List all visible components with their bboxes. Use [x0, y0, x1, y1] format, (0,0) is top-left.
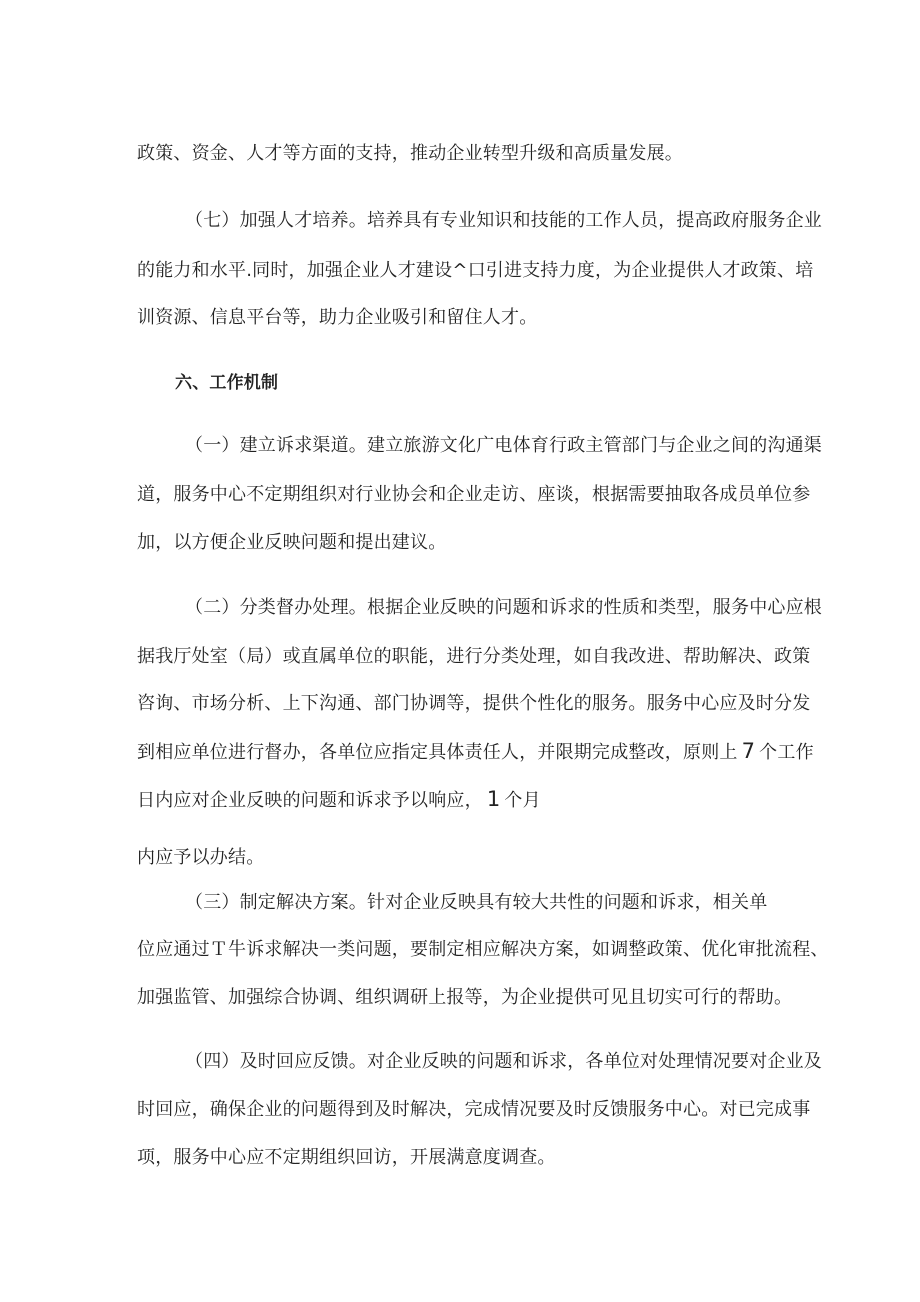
paragraph-line: 加强监管、加强综合协调、组织调研上报等，为企业提供可见且切实可行的帮助。	[137, 987, 793, 1008]
paragraph-line: 的能力和水平.同时，加强企业人才建设^口引进支持力度，为企业提供人才政策、培	[137, 260, 814, 281]
section-heading: 六、工作机制	[175, 373, 279, 393]
paragraph-line: 时回应，确保企业的问题得到及时解决，完成情况要及时反馈服务中心。对已完成事	[137, 1099, 811, 1120]
paragraph-line: 位应通过Ｔ牛诉求解决一类问题，要制定相应解决方案，如调整政策、优化审批流程、	[137, 939, 829, 960]
paragraph-line: 加，以方便企业反映问题和提出建议。	[137, 532, 447, 553]
paragraph-line: 内应予以办结。	[137, 847, 265, 868]
paragraph-line: 道，服务中心不定期组织对行业协会和企业走访、座谈，根据需要抽取各成员单位参	[137, 484, 811, 505]
paragraph-text: 个月	[504, 790, 541, 811]
paragraph-line: （二）分类督办处理。根据企业反映的问题和诉求的性质和类型，服务中心应根	[185, 597, 822, 618]
paragraph-line	[137, 739, 814, 765]
paragraph-line: （三）制定解决方案。针对企业反映具有较大共性的问题和诉求，相关单	[185, 892, 768, 913]
paragraph-text: 个工作	[759, 742, 814, 763]
paragraph-line: 政策、资金、人才等方面的支持，推动企业转型升级和高质量发展。	[137, 143, 683, 164]
paragraph-line: （七）加强人才培养。培养具有专业知识和技能的工作人员，提高政府服务企业	[185, 210, 822, 231]
paragraph-line: 据我厅处室（局）或直属单位的职能，进行分类处理，如自我改进、帮助解决、政策	[137, 646, 811, 667]
month-count: 1	[486, 787, 501, 811]
paragraph-line: （四）及时回应反馈。对企业反映的问题和诉求，各单位对处理情况要对企业及	[185, 1051, 822, 1072]
paragraph-line: 咨询、市场分析、上下沟通、部门协调等，提供个性化的服务。服务中心应及时分发	[137, 693, 811, 714]
day-count: 7	[741, 739, 756, 763]
paragraph-line: （一）建立诉求渠道。建立旅游文化广电体育行政主管部门与企业之间的沟通渠	[185, 435, 822, 456]
paragraph-line: 训资源、信息平台等，助力企业吸引和留住人才。	[137, 307, 538, 328]
paragraph-text: 日内应对企业反映的问题和诉求予以响应，	[137, 790, 483, 811]
paragraph-line	[137, 787, 541, 813]
paragraph-text: 到相应单位进行督办，各单位应指定具体责任人，并限期完成整改，原则上	[137, 742, 738, 763]
paragraph-line: 项，服务中心应不定期组织回访，开展满意度调查。	[137, 1147, 556, 1168]
